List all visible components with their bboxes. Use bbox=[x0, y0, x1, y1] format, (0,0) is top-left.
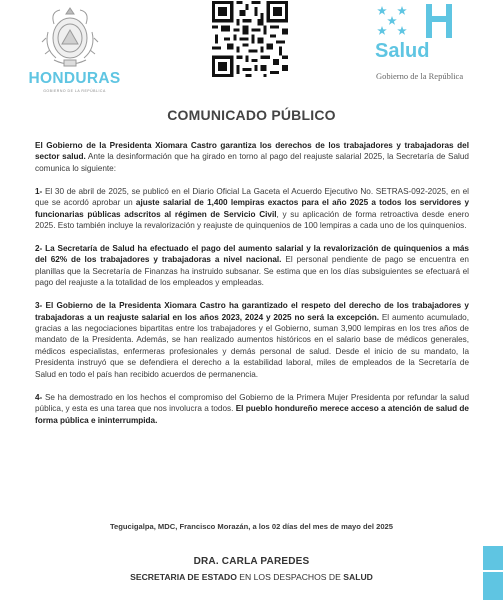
p4-number: 4- bbox=[35, 392, 43, 402]
letterhead bbox=[0, 0, 503, 100]
p1-bold: ajuste salarial de 1,400 lempiras exactos para el año 2025 a todos los servidores y funcionarias públicas adscritos al régimen de Servicio Civil bbox=[35, 198, 469, 219]
paragraph-3 bbox=[35, 300, 469, 380]
intro-text: Ante la desinformación que ha girado en torno al pago del reajuste salarial 2025, la Secretaría de Salud comunica lo siguiente: bbox=[35, 152, 469, 173]
honduras-subtitle: GOBIERNO DE LA REPÚBLICA bbox=[43, 89, 106, 93]
paragraph-2 bbox=[35, 243, 469, 289]
corner-stripe-decoration-icon bbox=[483, 546, 503, 600]
document-title: COMUNICADO PÚBLICO bbox=[167, 107, 336, 123]
salud-subtitle: Gobierno de la República bbox=[376, 71, 464, 81]
paragraph-4 bbox=[35, 392, 469, 426]
p1-number: 1- bbox=[35, 186, 43, 196]
place-and-date: Tegucigalpa, MDC, Francisco Morazán, a los 02 días del mes de mayo del 2025 bbox=[109, 522, 394, 531]
intro-paragraph bbox=[35, 140, 469, 174]
salud-star-h-logo-icon bbox=[374, 2, 464, 42]
p1-text-a: El 30 de abril de 2025, se publicó en el Diario Oficial La Gaceta el Acuerdo Ejecutivo No. SETRAS-092-2025, en el que se acordó aprobar un bbox=[35, 186, 469, 208]
p1-text-b: , y su aplicación de forma retroactiva desde enero 2025. Esto también incluye la revalorización y reajuste de quinquenios de 100 lempiras a cada uno de los quinquenios. bbox=[35, 209, 469, 231]
signer-position bbox=[0, 572, 503, 582]
p4-bold: El pueblo hondureño merece acceso a atención de salud de forma pública e ininterrumpida. bbox=[35, 404, 469, 425]
honduras-wordmark: HONDURAS bbox=[28, 70, 121, 87]
p3-bold: 3- El Gobierno de la Presidenta Xiomara Castro ha garantizado el respeto del derecho de los trabajadores y trabajadoras a un reajuste salarial en los años 2023, 2024 y 2025 no será la excepción. bbox=[35, 301, 469, 322]
position-bold-1: SECRETARIA DE ESTADO bbox=[130, 572, 237, 582]
qr-code-icon bbox=[212, 0, 288, 78]
position-middle: EN LOS DESPACHOS DE bbox=[236, 572, 344, 582]
paragraph-1 bbox=[35, 186, 469, 232]
p2-bold: 2- La Secretaría de Salud ha efectuado el pago del aumento salarial y la revalorización de quinquenios a más del 62% de los trabajadores y trabajadoras a nivel nacional. bbox=[35, 244, 469, 265]
intro-bold: El Gobierno de la Presidenta Xiomara Castro garantiza los derechos de los trabajadores y trabajadoras del sector salud. bbox=[35, 141, 469, 162]
position-bold-2: SALUD bbox=[343, 572, 373, 582]
document-body bbox=[35, 140, 469, 438]
signer-name: DRA. CARLA PAREDES bbox=[193, 556, 310, 567]
salud-wordmark: Salud bbox=[375, 40, 430, 62]
honduras-coat-of-arms-icon bbox=[40, 2, 100, 72]
p3-text: El aumento acumulado, gracias a las negociaciones bipartitas entre los trabajadores y el Gobierno, suman 3,900 lempiras en los tres años de mandato de la Presidenta. Además, se han realizado aumentos históricos en el salario base de médicos generales, médicos especialistas, enfermeras profesionales y demás personal de salud. Desde el inicio de su mandato, la Presidenta instruyó que se defendiera el derecho a la estabilidad laboral, miles de empleados de la Secretaría de Salud en todo el país han recibido acuerdos de permanencia. bbox=[35, 312, 469, 379]
p2-text: El personal pendiente de pago se encuentra en planillas que la Secretaría de Finanzas ha instruido subsanar. Se estima que en los días subsiguientes se efectuará el pago del reajuste a la totalidad de los empleados y empleadas. bbox=[35, 255, 469, 288]
p4-text: Se ha demostrado en los hechos el compromiso del Gobierno de la Primera Mujer Presidenta por refundar la salud pública, y esta es una tarea que nos involucra a todos. bbox=[35, 392, 469, 414]
